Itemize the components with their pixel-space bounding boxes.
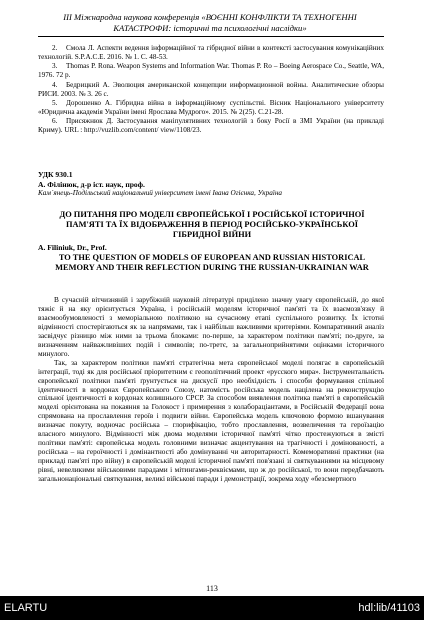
affiliation-line: Кам`янець-Подільський національний університет імені Івана Огієнка, Україна <box>38 189 282 198</box>
reference-item <box>38 62 384 80</box>
udc-code: УДК 930.1 <box>38 170 73 179</box>
article-meta <box>38 170 384 199</box>
reference-list <box>38 44 384 136</box>
article-title-ua: ДО ПИТАННЯ ПРО МОДЕЛІ ЄВРОПЕЙСЬКОЇ І РОСІЙСЬКОЇ ІСТОРИЧНОЇ ПАМ'ЯТІ ТА ЇХ ВІДОБРАЖЕННЯ В ПЕРІОД РОСІЙСЬКО-УКРАЇНСЬКОЇ ГІБРИДНОЇ ВІЙНИ <box>59 210 365 240</box>
header-divider <box>38 36 384 37</box>
reference-number: 3. <box>52 62 58 71</box>
reference-text: Thomas P. Rona. Weapon Systems and Information War. Thomas P. Ro – Boeing Aerospace Co., Seattle, WA, 1976. 72 p. <box>38 62 384 80</box>
body-paragraph: Так, за характером політики пам'яті стратегічна мета європейської моделі полягає в європейській інтеграції, тоді як для російської пріоритетним є геополітичний проект «русского мира». Інструментальність європейської політики пам'яті ґрунтується на дискусії про необхідність і способи формування спільної ідентичності в кордонах Європейського Союзу, натомість російська модель націлена на реконструкцію спільної ідентичності в кордонах колишнього СРСР. За способом виявлення політика пам'яті в європейській моделі орієнтована на покаяння за Голокост і примирення з колабораціантами, в Російській Федерації вона спрямована на прославлення героїв і подвиги війни. Європейська модель ключовою формою вшанування визначає покуту, водночас російська – глорифікацію, тобто прославлення, возвеличення та героїзацію власного минулого. Відмінності між двома моделями історичної пам'яті чітко простежуються в змісті політики пам'яті: європейська модель головними визначає акцентування на трагічності і домінованості, а російська – на героїчності і домінантності або домінуванні чи авторитарності. Комеморативні практики (на прикладі пам'яті про війну) в європейській моделі історичної пам'яті пов'язані зі святкуваннями на місцевому рівні, невеликими військовими парадами і мітингами-реквіємами, що ж до російської, то вони передбачають загальнонаціональні святкування, великі військові паради і демонстрації, зокрема ходу «безсмертного <box>38 357 384 484</box>
body-paragraph: В сучасній вітчизняній і зарубіжній науковій літературі приділено значну увагу європейській, до якої тяжіє й на яку орієнтується Україна, і російській моделям історичної пам'яті та їх взаємозв'язку й взаємообумовленості з меморіальною політикою на сучасному етапі суспільного розвитку. Їх істотні відмінності спостерігаються як за напрямами, так і найбільш важливими критеріями. Компаративний аналіз засвідчує різницю між ними за трьома блоками: по-перше, за характером політики пам'яті; по-друге, за визначенням найважливіших подій і символів; по-третє, за загальноприйнятими оцінками історичного минулого. <box>38 295 384 358</box>
reference-number: 2. <box>52 44 58 52</box>
author-line-en: A. Filiniuk, Dr., Prof. <box>38 243 107 252</box>
article-title-en: TO THE QUESTION OF MODELS OF EUROPEAN AND RUSSIAN HISTORICAL MEMORY AND THEIR REFLECTION DURING THE RUSSIAN-UKRAINIAN WAR <box>55 253 369 273</box>
reference-number: 4. <box>52 80 58 89</box>
reference-number: 6. <box>52 117 58 126</box>
reference-text: Дорошенко А. Гібридна війна в інформаційному суспільстві. Вісник Національного університету «Юридична академія України імені Ярослава Мудрого». 2015. № 2(25). С.21-28. <box>38 98 384 116</box>
reference-item <box>38 81 384 99</box>
reference-text: Бедрицкий А. Эволюция американской концепции информационной войны. Аналитические обзоры РИСИ. 2003. № 3. 26 с. <box>38 80 384 98</box>
reference-number: 5. <box>52 98 58 107</box>
reference-text: Смола Л. Аспекти ведення інформаційної та гібридної війни в контексті застосування комунікаційних технологій. S.P.A.C.E. 2016. № 1. С. 48-53. <box>38 44 384 61</box>
reference-item <box>38 99 384 117</box>
repository-name: ELARTU <box>4 602 48 614</box>
repository-footer-bar <box>0 596 424 620</box>
article-body <box>38 296 384 484</box>
reference-item <box>38 117 384 135</box>
conference-header-line1: III Міжнародна наукова конференція «ВОЄННІ КОНФЛІКТИ ТА ТЕХНОГЕННІ <box>63 12 357 22</box>
author-line: А. Філінюк, д-р іст. наук, проф. <box>38 179 145 189</box>
conference-header-line2: КАТАСТРОФИ: історичні та психологічні наслідки» <box>113 22 307 33</box>
handle-identifier: hdl:lib/41103 <box>358 602 420 614</box>
reference-item <box>38 44 384 62</box>
reference-text: Присяжнюк Д. Застосування маніпулятивних технологій з боку Росії в ЗМІ України (на прикладі Криму). URL : http://vuzlib.com/content/ view/1108/23. <box>38 117 384 135</box>
page-number: 113 <box>206 584 218 593</box>
conference-header <box>40 12 380 33</box>
